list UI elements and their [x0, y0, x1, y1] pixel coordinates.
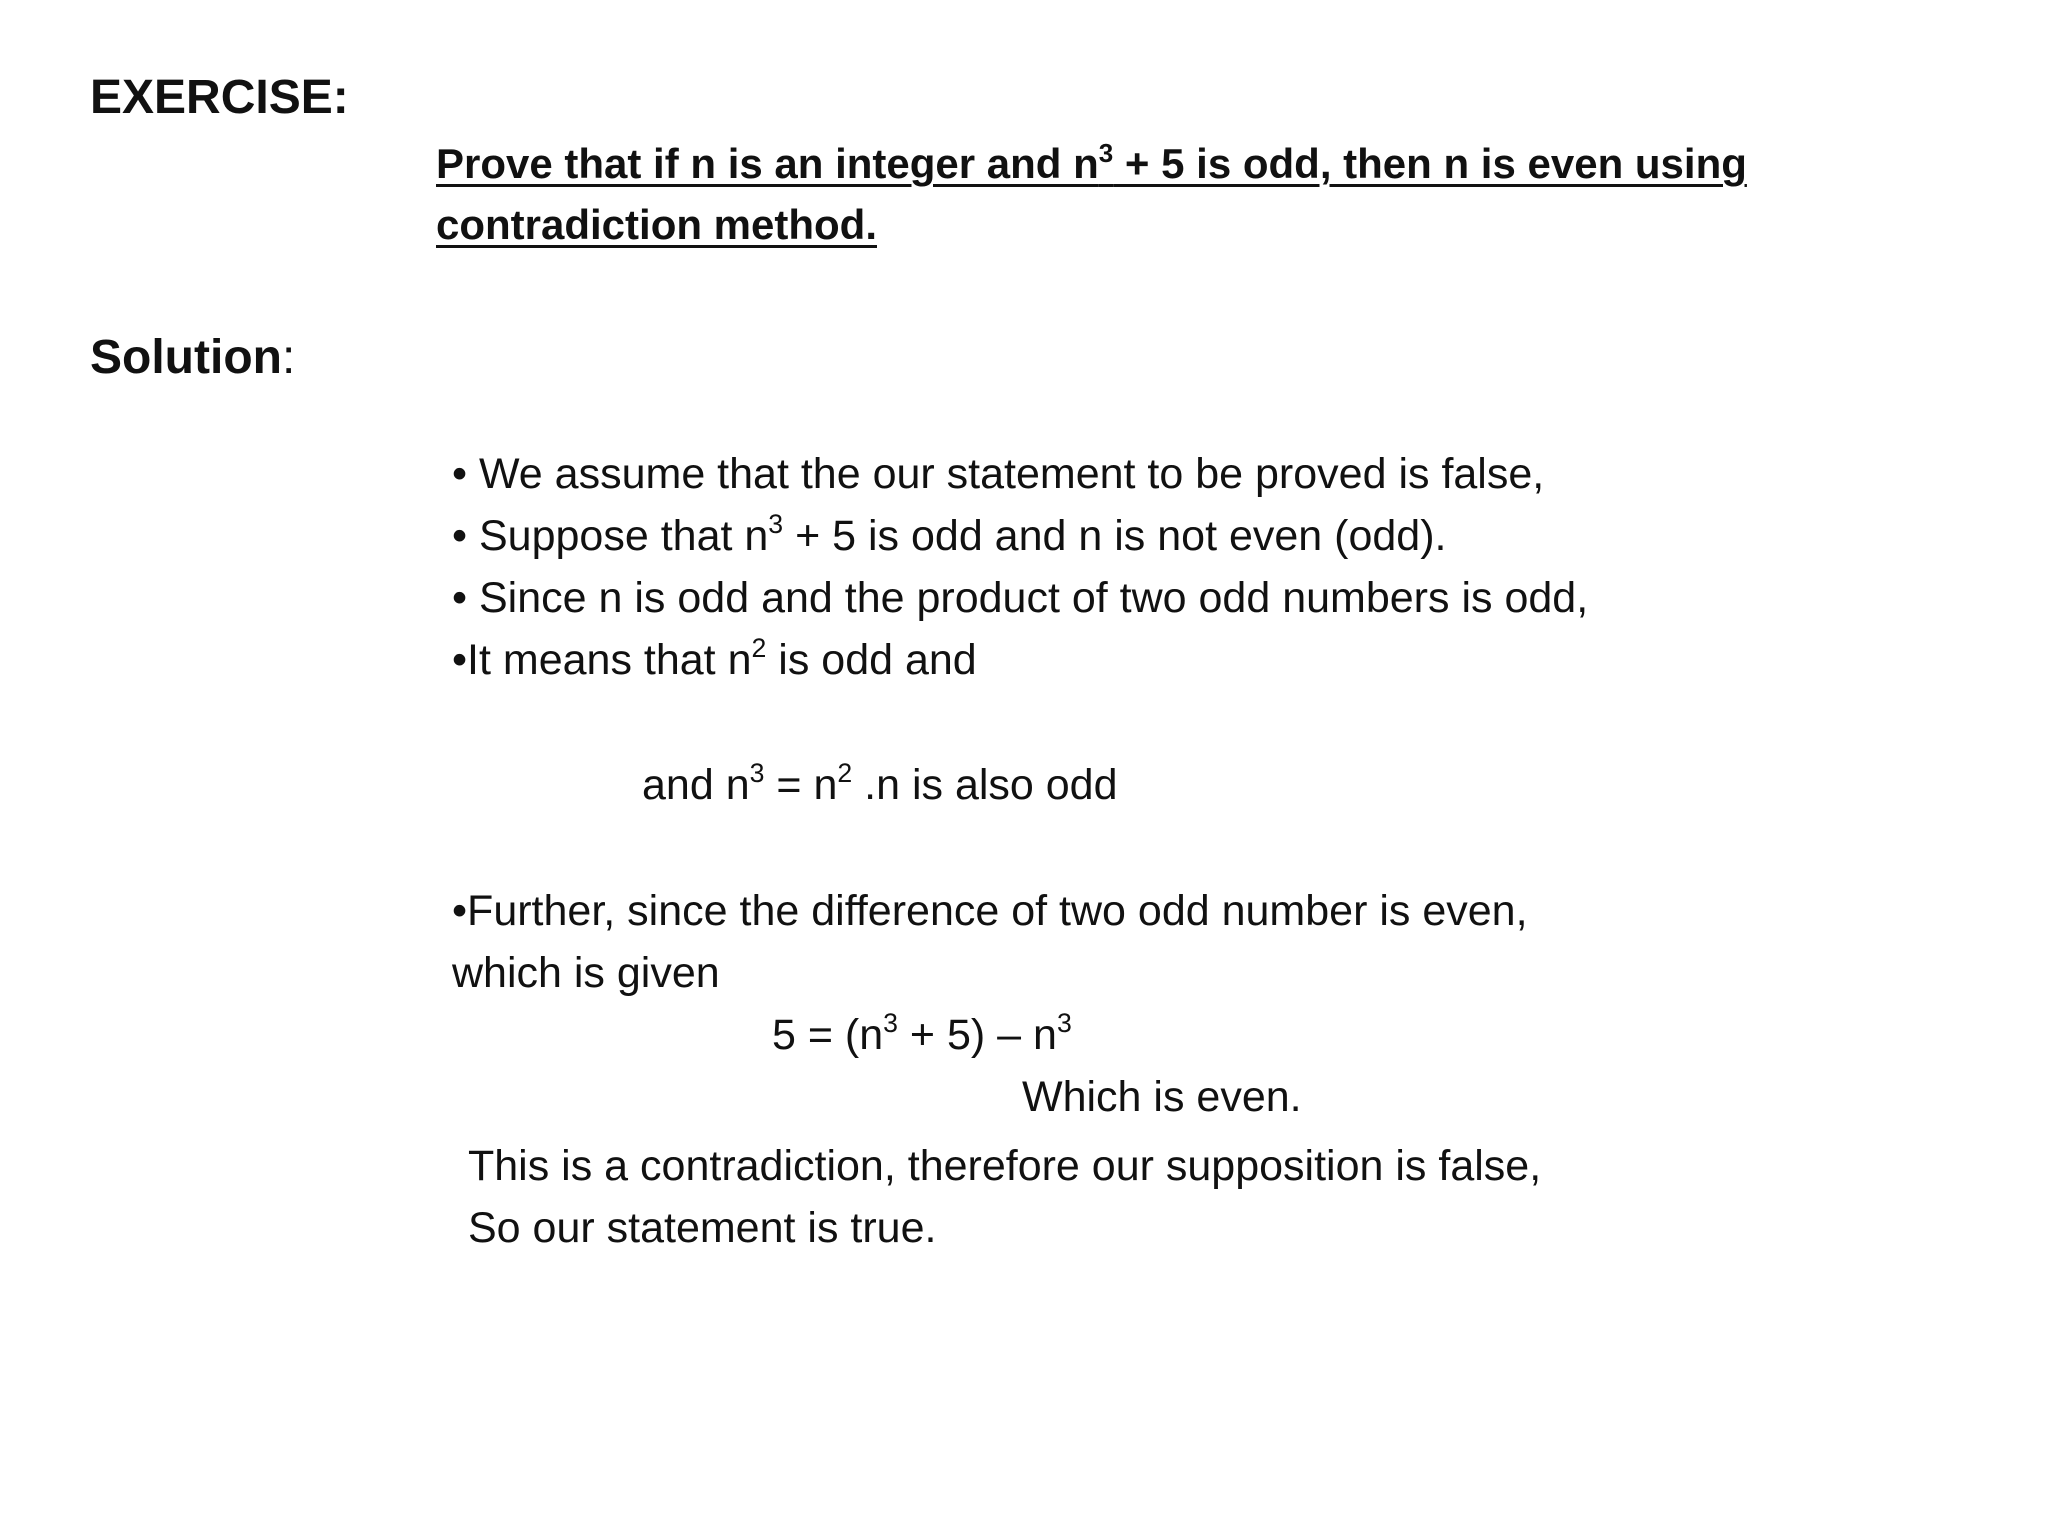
bullet-suppose-exponent: 3	[768, 509, 784, 540]
which-is-even-note: Which is even.	[1022, 1073, 1302, 1121]
eq2-part1: 5 = (n	[772, 1011, 884, 1059]
solution-heading	[90, 330, 295, 385]
bullet-n-squared-text-end: is odd and	[766, 636, 977, 684]
eq2-part2: + 5) – n	[897, 1011, 1057, 1059]
eq1-part3: .n is also odd	[852, 761, 1118, 809]
problem-line1-text: Prove that if n is an integer and n	[436, 140, 1099, 187]
bullet-suppose-text-end: + 5 is odd and n is not even (odd).	[783, 512, 1447, 560]
exercise-heading: EXERCISE:	[90, 71, 349, 124]
bullet-n-squared-odd	[452, 633, 977, 685]
equation-n-cubed-odd	[642, 758, 1118, 810]
eq2-exponent-2: 3	[1056, 1008, 1072, 1039]
eq1-part1: and n	[642, 761, 750, 809]
eq1-exponent-2: 2	[837, 758, 853, 789]
bullet-assume-false: • We assume that the our statement to be proved is false,	[452, 450, 1545, 498]
bullet-since-odd: • Since n is odd and the product of two odd numbers is odd,	[452, 574, 1589, 622]
bullet-n-squared-exponent: 2	[751, 633, 767, 664]
problem-line1-exponent: 3	[1098, 137, 1114, 168]
conclusion-line-2: So our statement is true.	[468, 1204, 937, 1252]
eq2-exponent-1: 3	[883, 1008, 898, 1039]
bullet-further-line-1: •Further, since the difference of two odd number is even,	[452, 887, 1528, 935]
bullet-further-line-2: which is given	[452, 949, 720, 997]
eq1-exponent-1: 3	[749, 758, 765, 789]
eq1-part2: = n	[764, 761, 838, 809]
bullet-suppose-text: • Suppose that n	[452, 512, 769, 560]
solution-heading-colon: :	[281, 331, 296, 384]
problem-statement-line-1	[436, 137, 1747, 188]
solution-heading-text: Solution	[90, 331, 282, 384]
bullet-n-squared-text: •It means that n	[452, 636, 752, 684]
bullet-suppose	[452, 509, 1447, 561]
problem-statement-line-2: contradiction method.	[436, 201, 877, 248]
problem-line1-text-end: + 5 is odd, then n is even using	[1113, 140, 1747, 187]
conclusion-line-1: This is a contradiction, therefore our supposition is false,	[468, 1142, 1542, 1190]
equation-difference	[772, 1008, 1072, 1060]
